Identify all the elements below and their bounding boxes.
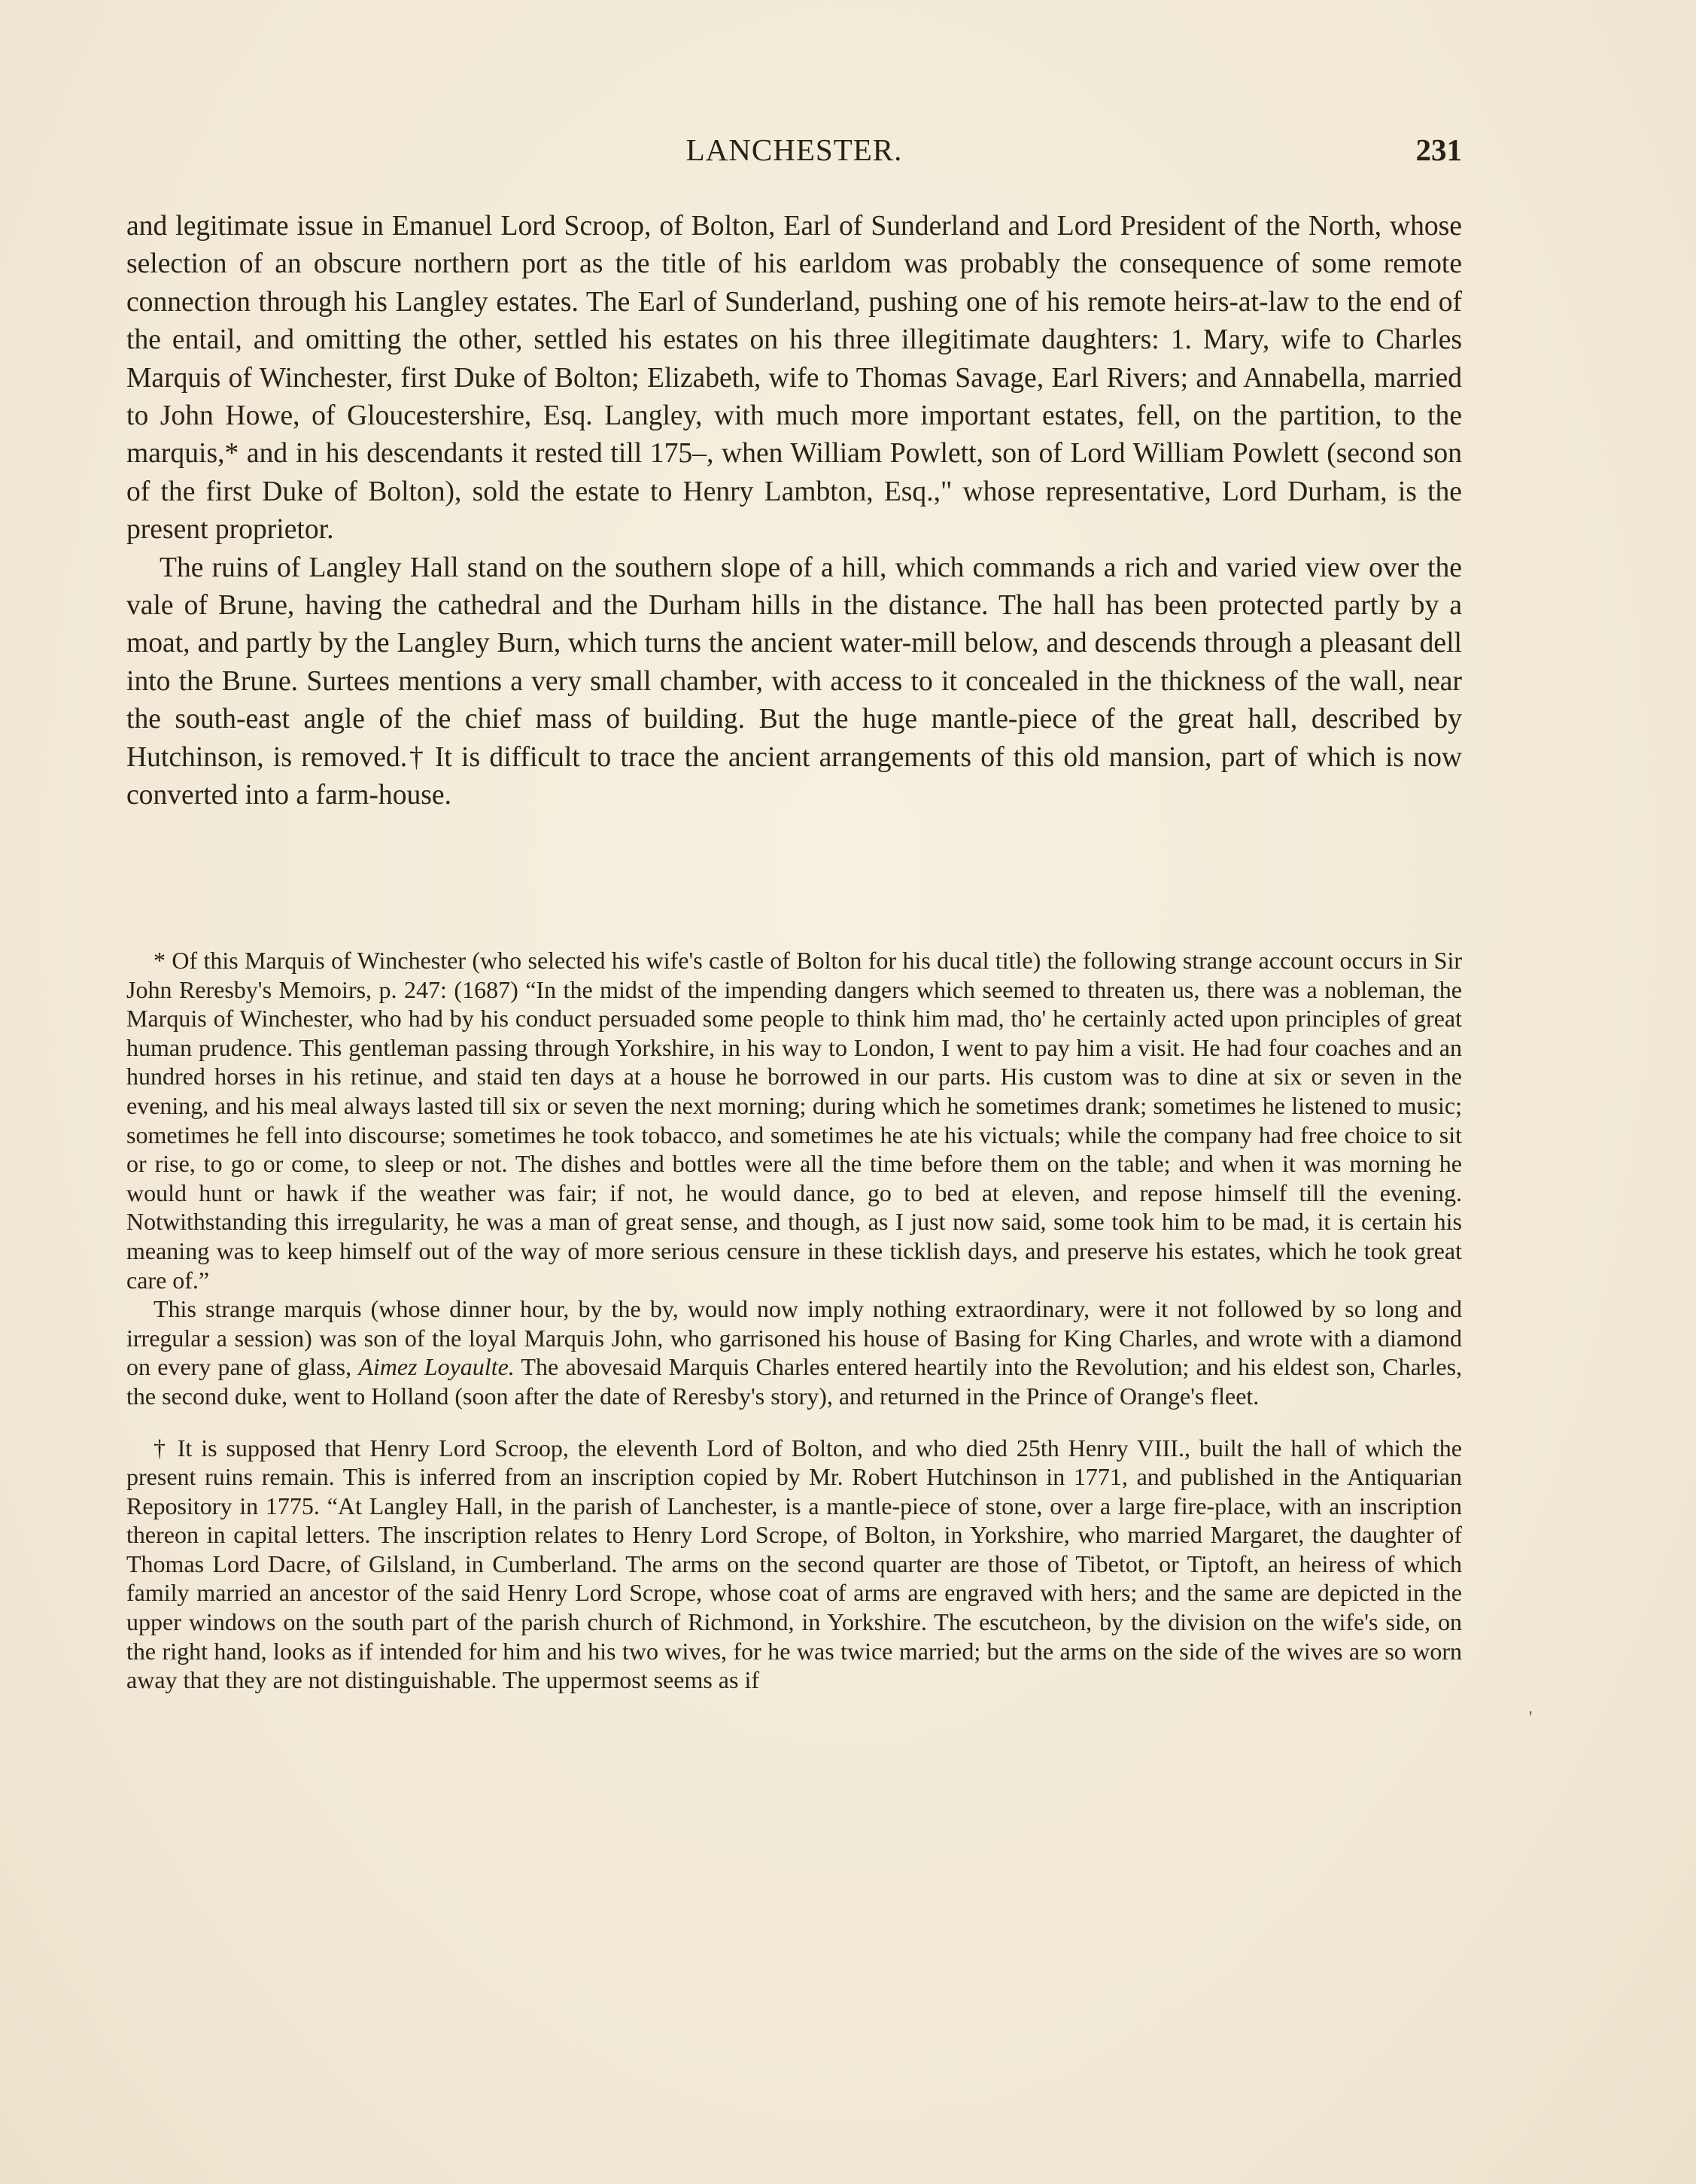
footnotes [126,946,1462,1695]
page-number: 231 [1415,132,1462,167]
footnote-motto: Aimez Loyaulte. [358,1353,515,1381]
main-text [126,208,1462,815]
footnote-text: The abovesaid Marquis Charles entered heartily into the Revolution; and his eldest son, Charles, the second duke, went to Holland (soon after the date of Reresby's story), and returned in the Prince of Orange's fleet. [126,1353,1463,1410]
body-paragraph: The ruins of Langley Hall stand on the southern slope of a hill, which commands a rich and varied view over the vale of Brune, having the cathedral and the Durham hills in the distance. The hall has been protected partly by a moat, and partly by the Langley Burn, which turns the ancient water-mill below, and descends through a pleasant dell into the Brune. Surtees mentions a very small chamber, with access to it concealed in the thickness of the wall, near the south-east angle of the chief mass of building. But the huge mantle-piece of the great hall, described by Hutchinson, is removed.† It is difficult to trace the ancient arrangements of this old mansion, part of which is now converted into a farm-house. [126,552,1462,811]
footnote-asterisk: * Of this Marquis of Winchester (who selected his wife's castle of Bolton for his ducal title) the following strange account occurs in Sir John Reresby's Memoirs, p. 247: (1687) “In the midst of the impending dangers which seemed to threaten us, there was a nobleman, the Marquis of Winchester, who had by his conduct persuaded some people to think him mad, tho' he certainly acted upon principles of great human prudence. This gentleman passing through Yorkshire, in his way to London, I went to pay him a visit. He had four coaches and an hundred horses in his retinue, and staid ten days at a house he borrowed in our parts. His custom was to dine at six or seven in the evening, and his meal always lasted till six or seven the next morning; during which he sometimes drank; sometimes he listened to music; sometimes he fell into discourse; sometimes he took tobacco, and sometimes he ate his victuals; while the company had free choice to sit or rise, to go or come, to sleep or not. The dishes and bottles were all the time before them on the table; and when it was morning he would hunt or hawk if the weather was fair; if not, he would dance, go to bed at eleven, and repose himself till the evening. Notwithstanding this irregularity, he was a man of great sense, and though, as I just now said, some took him to be mad, it is certain his meaning was to keep himself out of the way of more serious censure in these ticklish days, and preserve his estates, which he took great care of.” [126,947,1462,1294]
footnote-asterisk-continued [126,1294,1462,1410]
footnote-text: This strange marquis (whose dinner hour, by the by, would now imply nothing extraordinary, were it not followed by so long and irregular a session) was son of the loyal Marquis John, who garrisoned his house of Basing for King Charles, and wrote with a diamond on every pane of glass, [126,1295,1462,1381]
running-title: LANCHESTER. [685,132,903,167]
body-paragraph: and legitimate issue in Emanuel Lord Scroop, of Bolton, Earl of Sunderland and Lord President of the North, whose selection of an obscure northern port as the title of his earldom was probably the consequence of some remote connection through his Langley estates. The Earl of Sunderland, pushing one of his remote heirs-at-law to the end of the entail, and omitting the other, settled his estates on his three illegitimate daughters: 1. Mary, wife to Charles Marquis of Winchester, first Duke of Bolton; Elizabeth, wife to Thomas Savage, Earl Rivers; and Annabella, married to John Howe, of Gloucestershire, Esq. Langley, with much more important estates, fell, on the partition, to the marquis,* and in his descendants it rested till 175–, when William Powlett, son of Lord William Powlett (second son of the first Duke of Bolton), sold the estate to Henry Lambton, Esq.," whose representative, Lord Durham, is the present proprietor. [126,211,1462,546]
footnote-separator [126,1411,1462,1434]
footnote-dagger: † It is supposed that Henry Lord Scroop, the eleventh Lord of Bolton, and who died 25th Henry VIII., built the hall of which the present ruins remain. This is inferred from an inscription copied by Mr. Robert Hutchinson in 1771, and published in the Antiquarian Repository in 1775. “At Langley Hall, in the parish of Lanchester, is a mantle-piece of stone, over a large fire-place, with an inscription thereon in capital letters. The inscription relates to Henry Lord Scrope, of Bolton, in Yorkshire, who married Margaret, the daughter of Thomas Lord Dacre, of Gilsland, in Cumberland. The arms on the second quarter are those of Tibetot, or Tiptoft, an heiress of which family married an ancestor of the said Henry Lord Scrope, whose coat of arms are engraved with hers; and the same are depicted in the upper windows on the south part of the parish church of Richmond, in Yorkshire. The escutcheon, by the division on the wife's side, on the right hand, looks as if intended for him and his two wives, for he was twice married; but the arms on the side of the wives are so worn away that they are not distinguishable. The uppermost seems as if [126,1434,1462,1694]
page-header [126,132,1462,177]
margin-mark: ' [1529,1708,1533,1728]
